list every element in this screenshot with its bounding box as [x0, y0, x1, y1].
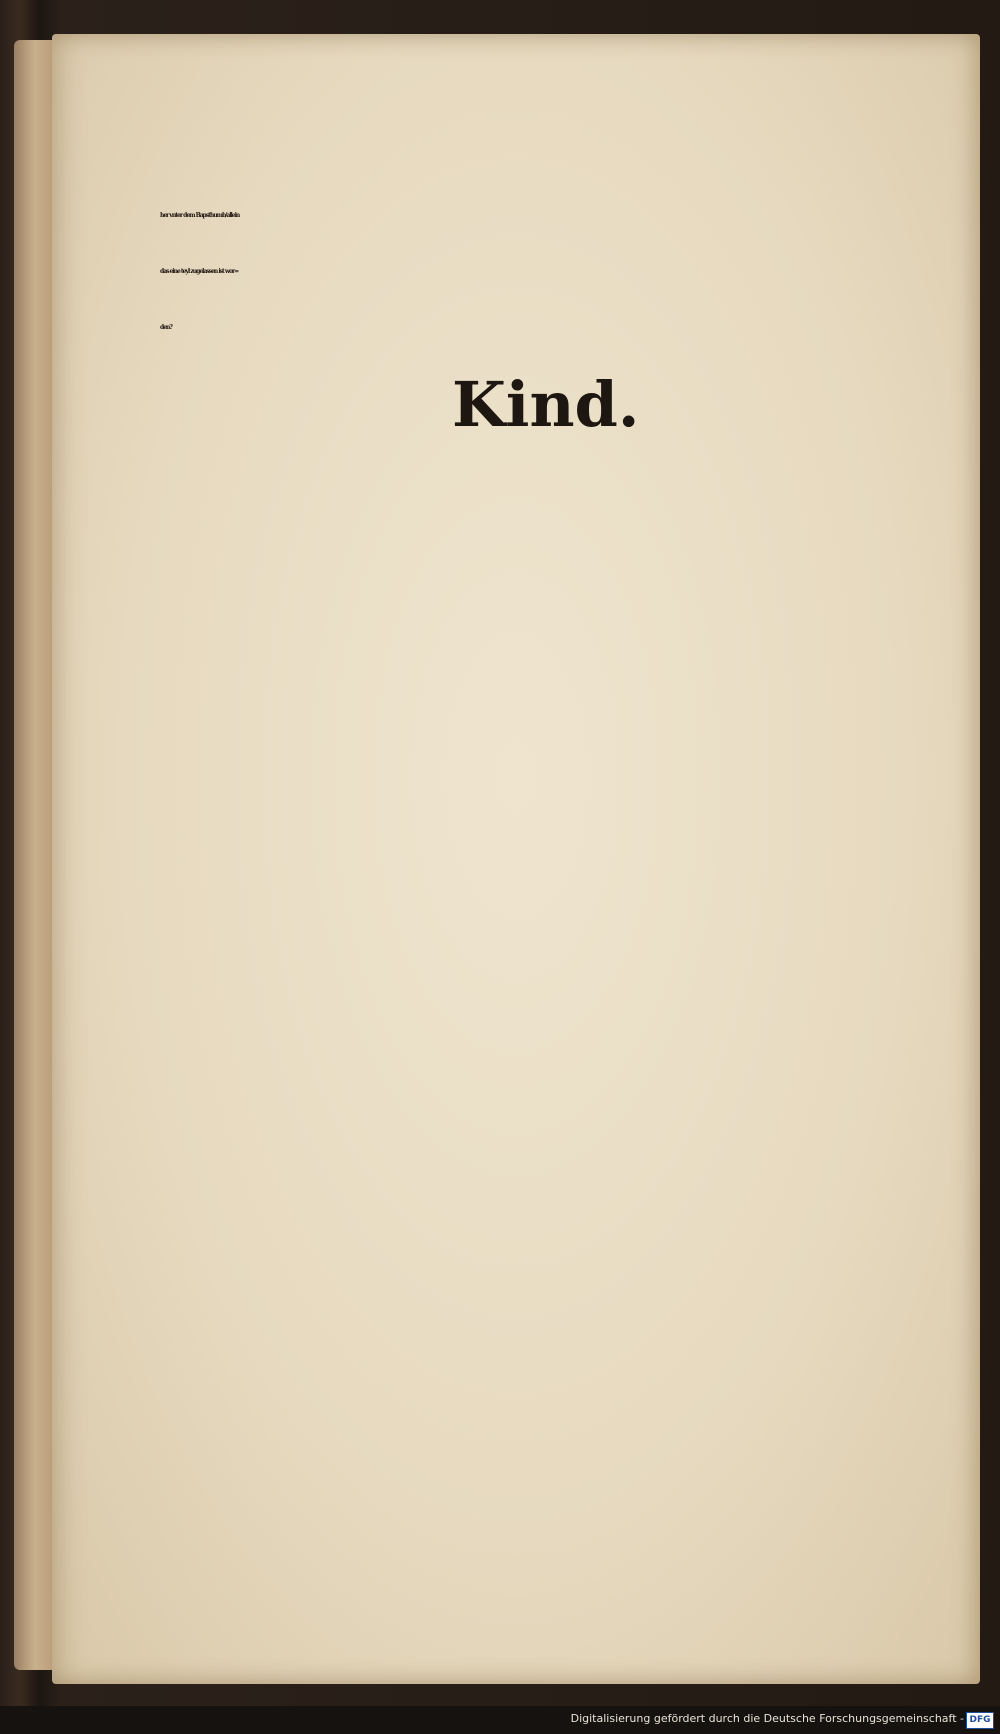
body-line: [160, 1123, 960, 1171]
body-line: [160, 737, 960, 785]
footer-bar: [0, 1706, 1000, 1734]
dfg-logo: DFG: [966, 1712, 994, 1729]
body-line: [160, 593, 960, 641]
body-line: [160, 1267, 960, 1315]
text-block: [160, 188, 960, 1460]
funding-credit: Digitalisierung gefördert durch die Deutsche Forschungsgemeinschaft -: [570, 1712, 964, 1725]
heading-line-3: den?: [160, 324, 172, 331]
body-line: [160, 689, 960, 737]
body-line: [160, 1171, 960, 1219]
body-line: [160, 1219, 960, 1267]
body-line: [160, 641, 960, 689]
heading-line-2: das eine teyl zugelassen ist wor=: [160, 268, 239, 275]
body-line: [160, 544, 960, 592]
body-line: [160, 1364, 960, 1412]
body-line: [160, 978, 960, 1026]
body-line: [160, 1315, 960, 1363]
body-line-last: [160, 1412, 960, 1460]
body-line: [160, 448, 960, 496]
body-line: [160, 1074, 960, 1122]
heading-line-1: her vnter dem Bapsthumb/allein: [160, 212, 240, 219]
body-line: [160, 930, 960, 978]
body-line: [160, 834, 960, 882]
body-line: [160, 1026, 960, 1074]
body-line: [160, 882, 960, 930]
speaker-label: Kind.: [452, 368, 640, 441]
body-line: [160, 496, 960, 544]
body-line: [160, 785, 960, 833]
